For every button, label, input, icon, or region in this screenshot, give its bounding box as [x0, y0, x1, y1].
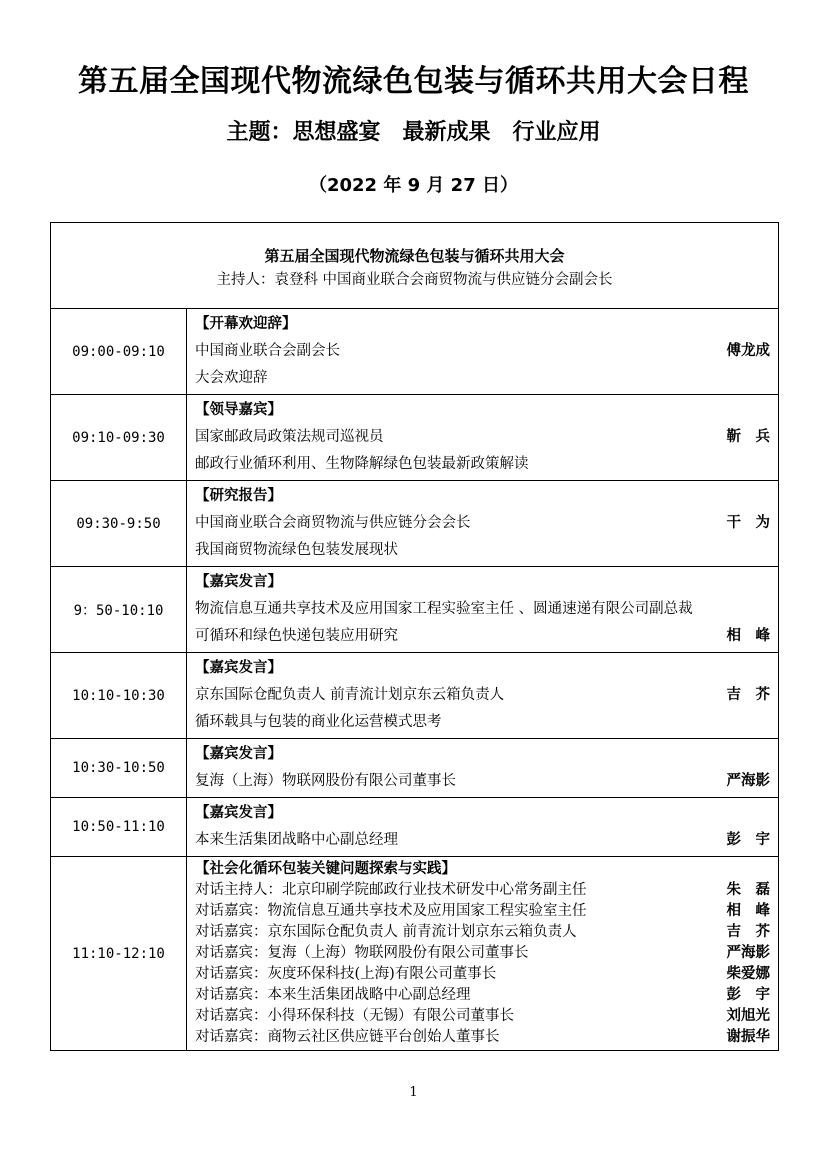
session-time: 11:10-12:10 [51, 857, 187, 1051]
dialogue-role: 对话嘉宾：商物云社区供应链平台创始人董事长 [195, 1029, 500, 1045]
session-role: 本来生活集团战略中心副总经理 [195, 832, 398, 848]
session-row [51, 567, 779, 653]
session-topic: 邮政行业循环利用、生物降解绿色包装最新政策解读 [195, 456, 529, 472]
dialogue-line [195, 1027, 770, 1048]
speaker-name: 干 为 [726, 515, 771, 531]
session-content [187, 739, 779, 798]
dialogue-line [195, 922, 770, 943]
session-row [51, 798, 779, 857]
session-row [51, 309, 779, 395]
speaker-name: 相 峰 [726, 903, 771, 919]
session-row [51, 395, 779, 481]
session-content [187, 309, 779, 395]
session-content [187, 481, 779, 567]
session-row [51, 739, 779, 798]
dialogue-role: 对话嘉宾：物流信息互通共享技术及应用国家工程实验室主任 [195, 903, 587, 919]
session-content [187, 798, 779, 857]
session-row [51, 653, 779, 739]
session-time: 9：50-10:10 [51, 567, 187, 653]
session-category: 【领导嘉宾】 [195, 402, 282, 418]
document-date: （2022 年 9 月 27 日） [308, 175, 518, 196]
agenda-table [50, 222, 779, 1051]
session-content [187, 653, 779, 739]
session-topic: 我国商贸物流绿色包装发展现状 [195, 542, 398, 558]
session-time: 09:10-09:30 [51, 395, 187, 481]
conference-title: 第五届全国现代物流绿色包装与循环共用大会 [264, 246, 565, 265]
speaker-name: 谢振华 [726, 1029, 771, 1045]
session-category: 【嘉宾发言】 [195, 574, 282, 590]
session-time: 10:30-10:50 [51, 739, 187, 798]
session-content [187, 567, 779, 653]
document-theme: 主题：思想盛宴 最新成果 行业应用 [226, 120, 601, 145]
session-row [51, 481, 779, 567]
speaker-name: 严海影 [726, 945, 771, 961]
dialogue-role: 对话嘉宾：灰度环保科技(上海)有限公司董事长 [195, 966, 497, 982]
document-title: 第五届全国现代物流绿色包装与循环共用大会日程 [78, 64, 749, 99]
session-category: 【开幕欢迎辞】 [195, 316, 297, 332]
session-topic: 可循环和绿色快递包装应用研究 [195, 628, 398, 644]
session-topic: 大会欢迎辞 [195, 370, 268, 386]
dialogue-role: 对话嘉宾：京东国际仓配负责人 前青流计划京东云箱负责人 [195, 924, 577, 940]
speaker-name: 吉 芥 [726, 687, 771, 703]
dialogue-role: 对话嘉宾：复海（上海）物联网股份有限公司董事长 [195, 945, 529, 961]
session-role: 中国商业联合会副会长 [195, 343, 340, 359]
dialogue-line [195, 880, 770, 901]
dialogue-line [195, 985, 770, 1006]
session-time: 09:30-9:50 [51, 481, 187, 567]
speaker-name: 严海影 [726, 773, 771, 789]
session-role: 中国商业联合会商贸物流与供应链分会会长 [195, 515, 471, 531]
dialogue-row [51, 857, 779, 1051]
session-category: 【嘉宾发言】 [195, 805, 282, 821]
session-content [187, 395, 779, 481]
speaker-name: 吉 芥 [726, 924, 771, 940]
dialogue-role: 对话主持人：北京印刷学院邮政行业技术研发中心常务副主任 [195, 882, 587, 898]
session-category: 【研究报告】 [195, 488, 282, 504]
conference-host: 主持人：袁登科 中国商业联合会商贸物流与供应链分会副会长 [216, 271, 613, 288]
session-time: 09:00-09:10 [51, 309, 187, 395]
session-time: 10:10-10:30 [51, 653, 187, 739]
speaker-name: 朱 磊 [726, 882, 771, 898]
agenda-header-row [51, 223, 779, 309]
session-role: 复海（上海）物联网股份有限公司董事长 [195, 773, 456, 789]
session-category: 【嘉宾发言】 [195, 660, 282, 676]
speaker-name: 靳 兵 [726, 429, 771, 445]
session-role: 物流信息互通共享技术及应用国家工程实验室主任 、圆通速递有限公司副总裁 [195, 601, 693, 617]
session-topic: 循环载具与包装的商业化运营模式思考 [195, 714, 442, 730]
dialogue-category: 【社会化循环包装关键问题探索与实践】 [195, 861, 456, 877]
session-role: 国家邮政局政策法规司巡视员 [195, 429, 384, 445]
session-category: 【嘉宾发言】 [195, 746, 282, 762]
agenda-header-cell [51, 223, 779, 309]
dialogue-line [195, 901, 770, 922]
speaker-name: 彭 宇 [726, 987, 771, 1003]
dialogue-role: 对话嘉宾：本来生活集团战略中心副总经理 [195, 987, 471, 1003]
dialogue-role: 对话嘉宾：小得环保科技（无锡）有限公司董事长 [195, 1008, 514, 1024]
session-role: 京东国际仓配负责人 前青流计划京东云箱负责人 [195, 687, 505, 703]
session-time: 10:50-11:10 [51, 798, 187, 857]
speaker-name: 柴爱娜 [726, 966, 771, 982]
page-number: 1 [409, 1085, 418, 1100]
dialogue-line [195, 943, 770, 964]
dialogue-line [195, 1006, 770, 1027]
speaker-name: 傅龙成 [726, 343, 771, 359]
dialogue-line [195, 964, 770, 985]
speaker-name: 彭 宇 [726, 832, 771, 848]
dialogue-content [187, 857, 779, 1051]
speaker-name: 刘旭光 [726, 1008, 771, 1024]
speaker-name: 相 峰 [726, 628, 771, 644]
